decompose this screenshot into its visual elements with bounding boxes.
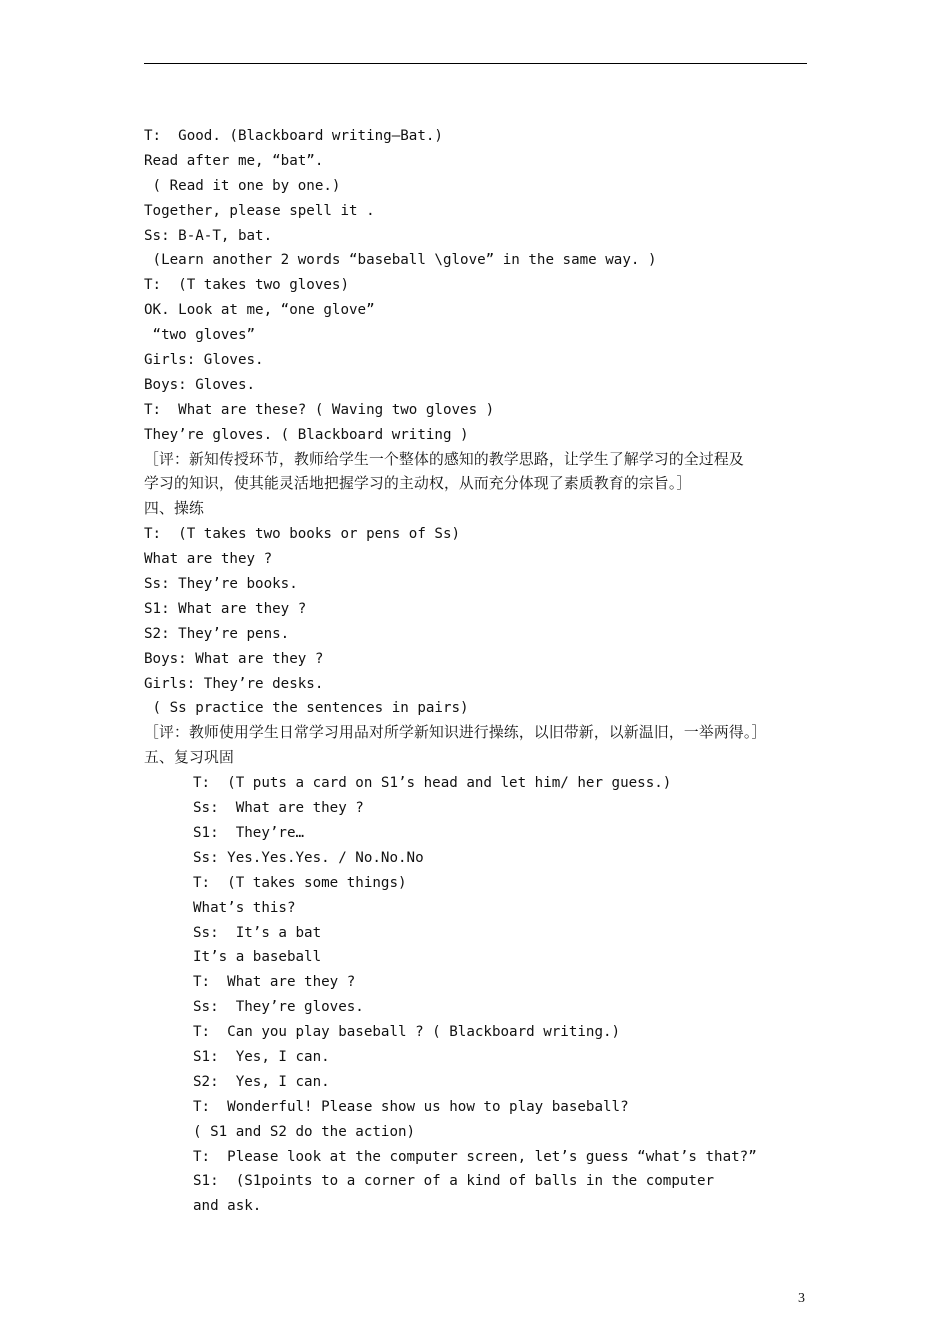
text-line: T: (T takes two gloves)	[144, 277, 349, 294]
text-line: T: Please look at the computer screen, let’s guess “what’s that?”	[193, 1148, 757, 1165]
text-line: Ss: It’s a bat	[193, 924, 322, 941]
text-line: T: What are these? ( Waving two gloves )	[144, 401, 495, 418]
text-line: 学习的知识，使其能灵活地把握学习的主动权，从而充分体现了素质教育的宗旨。］	[144, 475, 692, 493]
text-line: It’s a baseball	[193, 949, 322, 966]
page-number: 3	[798, 1291, 805, 1306]
text-line: What are they ?	[144, 551, 273, 568]
text-line: Ss: What are they ?	[193, 800, 364, 817]
text-line: S2: Yes, I can.	[193, 1073, 330, 1090]
text-line: T: (T takes two books or pens of Ss)	[144, 526, 461, 543]
text-line: T: Wonderful! Please show us how to play baseball?	[193, 1098, 629, 1115]
text-line: (Learn another 2 words “baseball \glove” in the same way. )	[144, 252, 657, 269]
text-line: T: (T puts a card on S1’s head and let him/ her guess.)	[193, 775, 672, 792]
text-line: S1: What are they ?	[144, 600, 307, 617]
text-line: T: Can you play baseball ? ( Blackboard writing.)	[193, 1024, 621, 1041]
text-line: OK. Look at me, “one glove”	[144, 302, 375, 319]
text-line: Together, please spell it .	[144, 202, 375, 219]
text-line: ( Read it one by one.)	[144, 177, 341, 194]
text-line: ［评：教师使用学生日常学习用品对所学新知识进行操练，以旧带新，以新温旧，一举两得。］	[144, 724, 767, 742]
text-line: S1: Yes, I can.	[193, 1048, 330, 1065]
text-line: Ss: They’re books.	[144, 576, 298, 593]
text-line: ( Ss practice the sentences in pairs)	[144, 700, 469, 717]
text-line: Read after me, “bat”.	[144, 152, 324, 169]
text-line: Boys: Gloves.	[144, 376, 256, 393]
text-line: S2: They’re pens.	[144, 625, 290, 642]
text-line: They’re gloves. ( Blackboard writing )	[144, 426, 469, 443]
text-line: T: (T takes some things)	[193, 874, 407, 891]
text-line: Boys: What are they ?	[144, 650, 324, 667]
text-line: Girls: Gloves.	[144, 352, 264, 369]
text-line: What’s this?	[193, 899, 296, 916]
text-line: S1: (S1points to a corner of a kind of balls in the computer	[193, 1173, 715, 1190]
text-line: ( S1 and S2 do the action)	[193, 1123, 416, 1140]
header-rule	[144, 63, 807, 64]
text-line: Ss: B-A-T, bat.	[144, 227, 273, 244]
text-line: and ask.	[193, 1198, 262, 1215]
text-line: “two gloves”	[144, 327, 256, 344]
text-line: ［评：新知传授环节，教师给学生一个整体的感知的教学思路，让学生了解学习的全过程及	[144, 450, 744, 468]
text-line: Ss: They’re gloves.	[193, 999, 364, 1016]
text-line: 五、复习巩固	[144, 749, 234, 767]
text-line: S1: They’re…	[193, 824, 305, 841]
text-line: Girls: They’re desks.	[144, 675, 324, 692]
text-line: Ss: Yes.Yes.Yes. / No.No.No	[193, 849, 424, 866]
document-body	[144, 124, 812, 1219]
text-line: T: What are they ?	[193, 974, 356, 991]
text-line: T: Good. (Blackboard writing—Bat.)	[144, 128, 443, 144]
text-line: 四、操练	[144, 500, 204, 518]
